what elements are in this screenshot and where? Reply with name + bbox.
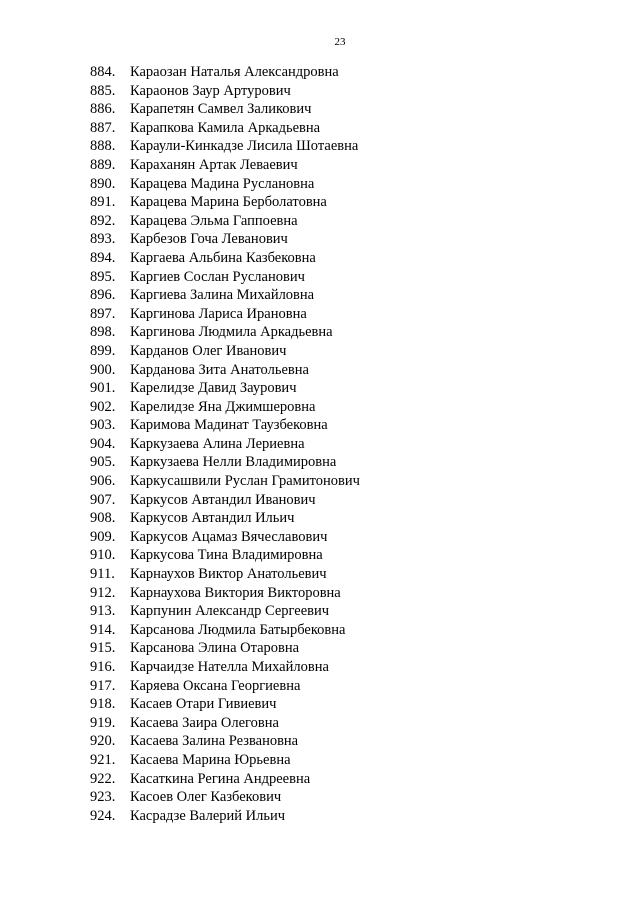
list-item [90,305,360,324]
entry-number: 900. [90,361,116,378]
list-item [90,602,360,621]
list-item [90,714,360,733]
entry-name: Карацева Мадина Руслановна [130,175,315,192]
entry-number: 922. [90,770,116,787]
entry-name: Карсанова Элина Отаровна [130,640,300,657]
entry-number: 894. [90,249,116,266]
entry-name: Каркузаева Алина Лериевна [130,435,305,452]
entry-name: Каргинова Людмила Аркадьевна [130,324,333,341]
entry-number: 899. [90,342,116,359]
list-item [90,212,360,231]
entry-name: Карданова Зита Анатольевна [130,361,309,378]
entry-name: Карелидзе Яна Джимшеровна [130,398,316,415]
entry-name: Караозан Наталья Александровна [130,64,339,80]
entry-name: Карпунин Александр Сергеевич [130,603,330,620]
entry-name: Карапетян Самвел Заликович [130,101,312,118]
entry-name: Касоев Олег Казбекович [130,789,282,806]
entry-name: Карнаухов Виктор Анатольевич [130,566,327,583]
entry-name: Караонов Заур Артурович [130,82,291,99]
entry-number: 895. [90,268,116,285]
entry-name: Карсанова Людмила Батырбековна [130,621,346,638]
list-item [90,268,360,287]
list-item [90,472,360,491]
entry-number: 909. [90,528,116,545]
list-item [90,453,360,472]
list-item [90,491,360,510]
entry-number: 884. [90,64,116,80]
list-item [90,249,360,268]
list-item [90,565,360,584]
entry-name: Каргаева Альбина Казбековна [130,249,316,266]
entry-number: 913. [90,603,116,620]
list-item [90,119,360,138]
entry-name: Каркусов Ацамаз Вячеславович [130,528,328,545]
entry-name: Караханян Артак Леваевич [130,156,298,173]
entry-number: 916. [90,659,116,675]
list-item [90,695,360,714]
list-item [90,137,360,156]
entry-name: Карапкова Камила Аркадьевна [130,119,321,136]
entry-number: 917. [90,677,116,694]
entry-number: 905. [90,454,116,471]
list-item [90,100,360,119]
entry-name: Каргиев Сослан Русланович [130,268,305,285]
entry-name: Касаева Залина Резвановна [130,733,299,750]
entry-name: Каркузаева Нелли Владимировна [130,454,337,471]
list-item [90,770,360,789]
list-item [90,156,360,175]
list-item [90,379,360,398]
list-item [90,788,360,807]
entry-name: Карданов Олег Иванович [130,342,287,359]
entry-name: Касаев Отари Гивиевич [130,696,277,713]
entry-number: 918. [90,696,116,713]
entry-name: Касаева Заира Олеговна [130,714,279,731]
entry-name: Каркусов Автандил Ильич [130,510,295,527]
list-item [90,807,360,826]
entry-number: 888. [90,138,116,155]
entry-number: 910. [90,547,116,564]
entry-number: 893. [90,231,116,248]
entry-name: Каргиева Залина Михайловна [130,287,315,304]
entry-name: Караули-Кинкадзе Лисила Шотаевна [130,138,359,155]
entry-number: 902. [90,398,116,415]
list-item [90,398,360,417]
list-item [90,82,360,101]
entry-number: 906. [90,473,116,490]
entry-number: 919. [90,714,116,731]
list-item [90,416,360,435]
entry-number: 903. [90,417,116,434]
entry-name: Каргинова Лариса Ирановна [130,305,307,322]
entry-name: Касаткина Регина Андреевна [130,770,311,787]
list-item [90,621,360,640]
list-item [90,639,360,658]
list-item [90,193,360,212]
entry-name: Каримова Мадинат Таузбековна [130,417,328,434]
page-number: 23 [334,36,346,48]
list-item [90,323,360,342]
entry-name: Касрадзе Валерий Ильич [130,807,286,824]
entry-number: 921. [90,751,116,768]
entry-name: Каряева Оксана Георгиевна [130,677,301,694]
list-item [90,732,360,751]
entry-number: 901. [90,380,116,397]
entry-number: 889. [90,156,116,173]
entry-name: Карацева Марина Берболатовна [130,194,327,211]
entry-name: Каркусов Автандил Иванович [130,491,316,508]
entry-name: Карацева Эльма Гаппоевна [130,212,298,229]
entry-number: 891. [90,194,116,211]
list-item [90,63,360,82]
entry-number: 897. [90,305,116,322]
list-item [90,286,360,305]
list-item [90,584,360,603]
list-item [90,658,360,677]
entry-number: 898. [90,324,116,341]
entry-number: 885. [90,82,116,99]
name-list [90,63,360,825]
entry-number: 907. [90,491,116,508]
list-item [90,677,360,696]
entry-number: 924. [90,807,116,824]
entry-number: 912. [90,584,116,601]
entry-name: Карелидзе Давид Заурович [130,380,297,397]
entry-name: Каркусашвили Руслан Грамитонович [130,473,360,490]
entry-name: Карчаидзе Нателла Михайловна [130,659,329,675]
list-item [90,361,360,380]
list-item [90,175,360,194]
list-item [90,509,360,528]
list-item [90,342,360,361]
entry-number: 914. [90,621,116,638]
list-item [90,528,360,547]
entry-number: 908. [90,510,116,527]
entry-number: 904. [90,435,116,452]
entry-number: 915. [90,640,116,657]
entry-number: 911. [90,566,115,583]
entry-number: 890. [90,175,116,192]
entry-number: 887. [90,119,116,136]
entry-number: 886. [90,101,116,118]
entry-name: Каркусова Тина Владимировна [130,547,323,564]
entry-name: Карбезов Гоча Леванович [130,231,288,248]
list-item [90,435,360,454]
entry-name: Карнаухова Виктория Викторовна [130,584,341,601]
list-item [90,546,360,565]
entry-number: 923. [90,789,116,806]
entry-number: 896. [90,287,116,304]
entry-number: 920. [90,733,116,750]
list-item [90,230,360,249]
entry-number: 892. [90,212,116,229]
list-item [90,751,360,770]
entry-name: Касаева Марина Юрьевна [130,751,291,768]
